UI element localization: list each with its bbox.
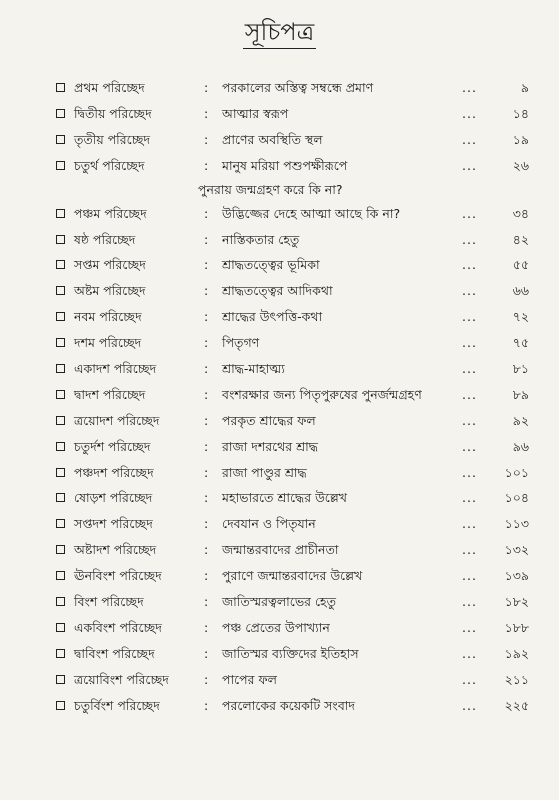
chapter-name: দ্বাবিংশ পরিচ্ছেদ	[74, 645, 155, 661]
toc-entry	[0, 616, 559, 642]
toc-entry	[0, 128, 559, 154]
chapter-topic-line: দেবযান ও পিতৃযান	[222, 516, 316, 532]
chapter-topic	[222, 566, 362, 586]
leader-dots: ...	[462, 361, 477, 377]
leader-dots: ...	[462, 80, 477, 95]
checkbox-square-icon	[56, 649, 65, 658]
toc-entry	[0, 253, 559, 279]
chapter-topic-line: বংশরক্ষার জন্য পিতৃপুরুষের পুনর্জন্মগ্রহণ	[222, 386, 422, 402]
chapter-topic	[222, 130, 323, 150]
chapter-topic-line: মানুষ মরিয়া পশুপক্ষীরূপে	[222, 157, 348, 173]
chapter-topic	[222, 255, 320, 275]
chapter-name: পঞ্চম পরিচ্ছেদ	[74, 205, 147, 221]
chapter-topic	[222, 78, 373, 98]
toc-entry	[0, 512, 559, 538]
checkbox-square-icon	[56, 135, 65, 144]
page-number: ২২৫	[504, 697, 529, 713]
toc-entry	[0, 357, 559, 383]
toc-entry	[0, 383, 559, 409]
leader-dots: ...	[462, 568, 477, 584]
page-number: ৮৯	[512, 386, 529, 402]
checkbox-square-icon	[56, 364, 65, 373]
chapter-name: নবম পরিচ্ছেদ	[74, 309, 142, 325]
chapter-name: ত্রয়োবিংশ পরিচ্ছেদ	[74, 671, 169, 687]
page-number: ১৮২	[504, 594, 529, 610]
checkbox-square-icon	[56, 623, 65, 632]
page-number: ৪২	[512, 231, 529, 247]
colon-separator: :	[204, 157, 209, 173]
chapter-topic	[222, 411, 316, 431]
leader-dots: ...	[462, 105, 477, 121]
colon-separator: :	[204, 335, 209, 351]
leader-dots: ...	[462, 516, 477, 532]
chapter-topic	[222, 488, 347, 508]
page-number: ২১১	[504, 671, 529, 687]
toc-entry	[0, 228, 559, 254]
checkbox-square-icon	[56, 338, 65, 347]
leader-dots: ...	[462, 490, 477, 506]
chapter-name: দ্বাদশ পরিচ্ছেদ	[74, 386, 146, 402]
chapter-topic	[222, 670, 277, 690]
checkbox-square-icon	[56, 161, 65, 170]
toc-entry	[0, 590, 559, 616]
chapter-name: চতুর্দশ পরিচ্ছেদ	[74, 438, 151, 454]
chapter-topic-line: পরকৃত শ্রাদ্ধের ফল	[222, 412, 316, 428]
chapter-topic	[222, 359, 285, 379]
page-number: ৯৬	[512, 438, 529, 454]
chapter-topic	[222, 644, 359, 664]
chapter-topic	[222, 618, 330, 638]
toc-entry	[0, 538, 559, 564]
leader-dots: ...	[462, 464, 477, 480]
leader-dots: ...	[462, 671, 477, 687]
colon-separator: :	[204, 231, 209, 247]
checkbox-square-icon	[56, 597, 65, 606]
chapter-name: চতুর্বিংশ পরিচ্ছেদ	[74, 697, 160, 713]
chapter-topic	[222, 385, 422, 405]
colon-separator: :	[204, 386, 209, 402]
colon-separator: :	[204, 283, 209, 299]
checkbox-square-icon	[56, 109, 65, 118]
chapter-topic-line: প্রাণের অবস্থিতি স্থল	[222, 131, 323, 147]
page-number: ৯২	[512, 412, 529, 428]
leader-dots: ...	[462, 335, 477, 351]
leader-dots: ...	[462, 386, 477, 402]
chapter-name: অষ্টাদশ পরিচ্ছেদ	[74, 542, 157, 558]
colon-separator: :	[204, 594, 209, 610]
leader-dots: ...	[462, 594, 477, 610]
page-number: ৯	[520, 80, 529, 95]
chapter-topic-line: নাস্তিকতার হেতু	[222, 231, 300, 247]
colon-separator: :	[204, 438, 209, 454]
leader-dots: ...	[462, 205, 477, 221]
chapter-name: ষষ্ঠ পরিচ্ছেদ	[74, 231, 136, 247]
chapter-topic-line: পিতৃগণ	[222, 335, 260, 351]
chapter-name: চতুর্থ পরিচ্ছেদ	[74, 157, 145, 173]
table-of-contents	[0, 76, 559, 719]
chapter-topic-line: জন্মান্তরবাদের প্রাচীনতা	[222, 542, 339, 558]
toc-entry	[0, 486, 559, 512]
checkbox-square-icon	[56, 442, 65, 451]
checkbox-square-icon	[56, 468, 65, 477]
chapter-topic	[222, 696, 355, 716]
leader-dots: ...	[462, 438, 477, 454]
chapter-name: তৃতীয় পরিচ্ছেদ	[74, 131, 151, 147]
chapter-name: দ্বিতীয় পরিচ্ছেদ	[74, 105, 152, 121]
page-number: ৭২	[512, 309, 529, 325]
colon-separator: :	[204, 105, 209, 121]
chapter-topic-line: মহাভারতে শ্রাদ্ধের উল্লেখ	[222, 490, 347, 506]
chapter-name: ত্রয়োদশ পরিচ্ছেদ	[74, 412, 160, 428]
chapter-topic	[222, 463, 307, 483]
colon-separator: :	[204, 309, 209, 325]
toc-entry	[0, 668, 559, 694]
chapter-name: প্রথম পরিচ্ছেদ	[74, 80, 145, 95]
colon-separator: :	[204, 464, 209, 480]
page-number: ১০৪	[504, 490, 529, 506]
colon-separator: :	[204, 542, 209, 558]
chapter-topic	[198, 156, 348, 200]
chapter-topic	[222, 104, 288, 124]
page-number: ১৯	[512, 131, 529, 147]
colon-separator: :	[204, 671, 209, 687]
colon-separator: :	[204, 80, 209, 95]
chapter-topic	[222, 333, 259, 353]
page-number: ২৬	[512, 157, 529, 173]
checkbox-square-icon	[56, 390, 65, 399]
toc-entry	[0, 564, 559, 590]
colon-separator: :	[204, 516, 209, 532]
toc-entry	[0, 435, 559, 461]
page-number: ১৯২	[504, 645, 529, 661]
chapter-name: সপ্তম পরিচ্ছেদ	[74, 257, 146, 273]
toc-entry	[0, 409, 559, 435]
page-number: ১৩৯	[504, 568, 529, 584]
chapter-topic-line: রাজা পাণ্ডুর শ্রাদ্ধ	[222, 464, 307, 480]
chapter-name: ষোড়শ পরিচ্ছেদ	[74, 490, 153, 506]
toc-entry	[0, 461, 559, 487]
colon-separator: :	[204, 490, 209, 506]
checkbox-square-icon	[56, 493, 65, 502]
leader-dots: ...	[462, 619, 477, 635]
page-number: ৮১	[512, 361, 529, 377]
chapter-topic	[222, 307, 322, 327]
colon-separator: :	[204, 412, 209, 428]
chapter-topic-line: রাজা দশরথের শ্রাদ্ধ	[222, 438, 318, 454]
chapter-name: দশম পরিচ্ছেদ	[74, 335, 142, 351]
colon-separator: :	[204, 131, 209, 147]
chapter-name: একবিংশ পরিচ্ছেদ	[74, 619, 162, 635]
page-number: ১৮৮	[504, 619, 529, 635]
chapter-topic-line: পঞ্চ প্রেতের উপাখ্যান	[222, 619, 330, 635]
toc-entry	[0, 642, 559, 668]
chapter-topic-line: জাতিস্মরত্বলাভের হেতু	[222, 594, 337, 610]
page-number: ৫৫	[512, 257, 529, 273]
toc-entry	[0, 279, 559, 305]
checkbox-square-icon	[56, 571, 65, 580]
checkbox-square-icon	[56, 83, 65, 92]
checkbox-square-icon	[56, 416, 65, 425]
toc-entry	[0, 76, 559, 102]
toc-entry	[0, 305, 559, 331]
colon-separator: :	[204, 361, 209, 377]
chapter-topic-line: উদ্ভিজ্জের দেহে আত্মা আছে কি না?	[222, 205, 401, 221]
checkbox-square-icon	[56, 209, 65, 218]
leader-dots: ...	[462, 645, 477, 661]
chapter-topic	[222, 204, 400, 224]
chapter-name: বিংশ পরিচ্ছেদ	[74, 594, 144, 610]
leader-dots: ...	[462, 131, 477, 147]
colon-separator: :	[204, 697, 209, 713]
chapter-name: অষ্টম পরিচ্ছেদ	[74, 283, 146, 299]
chapter-topic	[222, 592, 336, 612]
page-number: ১০১	[504, 464, 529, 480]
leader-dots: ...	[462, 157, 477, 173]
leader-dots: ...	[462, 697, 477, 713]
checkbox-square-icon	[56, 701, 65, 710]
chapter-topic	[222, 437, 318, 457]
page-number: ১৪	[512, 105, 529, 121]
page-number: ৬৬	[512, 283, 529, 299]
leader-dots: ...	[462, 542, 477, 558]
leader-dots: ...	[462, 412, 477, 428]
chapter-topic-line: শ্রাদ্ধের উৎপত্তি-কথা	[222, 309, 323, 325]
chapter-topic-line: জাতিস্মর ব্যক্তিদের ইতিহাস	[222, 645, 359, 661]
toc-entry	[0, 331, 559, 357]
colon-separator: :	[204, 257, 209, 273]
leader-dots: ...	[462, 231, 477, 247]
chapter-topic-line: পুনরায় জন্মগ্রহণ করে কি না?	[198, 181, 343, 197]
chapter-topic-line: পরলোকের কয়েকটি সংবাদ	[222, 697, 355, 713]
chapter-topic	[222, 230, 299, 250]
leader-dots: ...	[462, 257, 477, 273]
checkbox-square-icon	[56, 312, 65, 321]
chapter-name: সপ্তদশ পরিচ্ছেদ	[74, 516, 153, 532]
chapter-topic-line: পরকালের অস্তিত্ব সম্বন্ধে প্রমাণ	[222, 80, 374, 95]
page-number: ১৩২	[504, 542, 529, 558]
checkbox-square-icon	[56, 260, 65, 269]
toc-entry	[0, 102, 559, 128]
chapter-topic-line: শ্রাদ্ধতত্ত্বের ভূমিকা	[222, 257, 320, 273]
chapter-topic-line: পাপের ফল	[222, 671, 277, 687]
checkbox-square-icon	[56, 286, 65, 295]
chapter-topic	[222, 540, 339, 560]
toc-entry	[0, 154, 559, 202]
leader-dots: ...	[462, 283, 477, 299]
chapter-name: একাদশ পরিচ্ছেদ	[74, 361, 157, 377]
colon-separator: :	[204, 645, 209, 661]
chapter-topic-line: আত্মার স্বরূপ	[222, 105, 289, 121]
checkbox-square-icon	[56, 519, 65, 528]
chapter-topic	[222, 281, 333, 301]
page-number: ৭৫	[512, 335, 529, 351]
chapter-topic	[222, 514, 316, 534]
checkbox-square-icon	[56, 675, 65, 684]
toc-entry	[0, 694, 559, 720]
colon-separator: :	[204, 205, 209, 221]
page-title	[0, 14, 559, 54]
leader-dots: ...	[462, 309, 477, 325]
checkbox-square-icon	[56, 545, 65, 554]
chapter-topic-line: পুরাণে জন্মান্তরবাদের উল্লেখ	[222, 568, 363, 584]
chapter-name: ঊনবিংশ পরিচ্ছেদ	[74, 568, 162, 584]
page-title-text: সূচিপত্র	[243, 18, 317, 49]
chapter-topic-line: শ্রাদ্ধতত্ত্বের আদিকথা	[222, 283, 333, 299]
page-number: ৩৪	[512, 205, 529, 221]
colon-separator: :	[204, 568, 209, 584]
checkbox-square-icon	[56, 235, 65, 244]
colon-separator: :	[204, 619, 209, 635]
chapter-name: পঞ্চদশ পরিচ্ছেদ	[74, 464, 154, 480]
toc-entry	[0, 202, 559, 228]
chapter-topic-line: শ্রাদ্ধ-মাহাত্ম্য	[222, 361, 285, 377]
page-number: ১১৩	[504, 516, 529, 532]
